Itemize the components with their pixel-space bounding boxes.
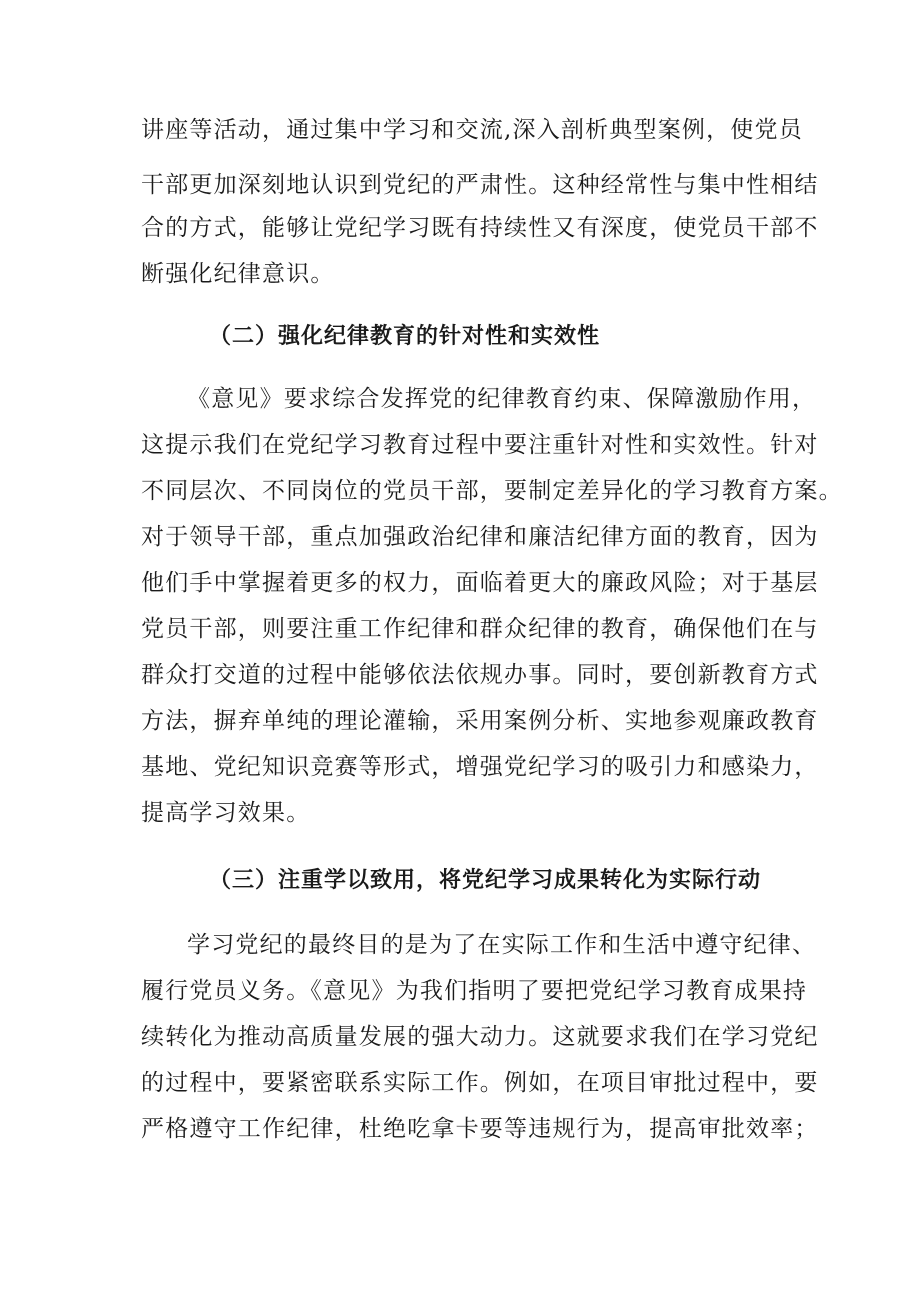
paragraph-1-line-1: 讲座等活动，通过集中学习和交流,深入剖析典型案例，使党员: [141, 117, 803, 143]
paragraph-3-line-3: 续转化为推动高质量发展的强大动力。这就要求我们在学习党纪: [141, 1024, 819, 1050]
paragraph-2-line-2: 这提示我们在党纪学习教育过程中要注重针对性和实效性。针对: [141, 432, 819, 458]
paragraph-2-line-10: 提高学习效果。: [141, 800, 311, 826]
paragraph-2-line-8: 方法，摒弃单纯的理论灌输，采用案例分析、实地参观廉政教育: [141, 708, 819, 734]
paragraph-2-line-3: 不同层次、不同岗位的党员干部，要制定差异化的学习教育方案。: [141, 478, 843, 504]
paragraph-1-line-3: 合的方式，能够让党纪学习既有持续性又有深度，使党员干部不: [141, 215, 819, 241]
paragraph-2-line-4: 对于领导干部，重点加强政治纪律和廉洁纪律方面的教育，因为: [141, 524, 819, 550]
paragraph-2-line-7: 群众打交道的过程中能够依法依规办事。同时，要创新教育方式: [141, 662, 819, 688]
paragraph-3-line-5: 严格遵守工作纪律，杜绝吃拿卡要等违规行为，提高审批效率；: [141, 1116, 819, 1142]
paragraph-3-line-1: 学习党纪的最终目的是为了在实际工作和生活中遵守纪律、: [187, 932, 817, 958]
paragraph-2-line-9: 基地、党纪知识竞赛等形式，增强党纪学习的吸引力和感染力，: [141, 754, 819, 780]
section-heading-2: （二）强化纪律教育的针对性和实效性: [209, 324, 601, 349]
paragraph-1-line-2: 干部更加深刻地认识到党纪的严肃性。这种经常性与集中性相结: [141, 172, 819, 198]
paragraph-2-line-6: 党员干部，则要注重工作纪律和群众纪律的教育，确保他们在与: [141, 616, 819, 642]
paragraph-3-line-4: 的过程中，要紧密联系实际工作。例如，在项目审批过程中，要: [141, 1070, 819, 1096]
paragraph-3-line-2: 履行党员义务。《意见》为我们指明了要把党纪学习教育成果持: [141, 978, 808, 1004]
paragraph-2-line-1: 《意见》要求综合发挥党的纪律教育约束、保障激励作用，: [187, 386, 817, 412]
paragraph-1-line-4: 断强化纪律意识。: [141, 261, 335, 287]
paragraph-2-line-5: 他们手中掌握着更多的权力，面临着更大的廉政风险；对于基层: [141, 570, 819, 596]
section-heading-3: （三）注重学以致用，将党纪学习成果转化为实际行动: [209, 868, 762, 893]
